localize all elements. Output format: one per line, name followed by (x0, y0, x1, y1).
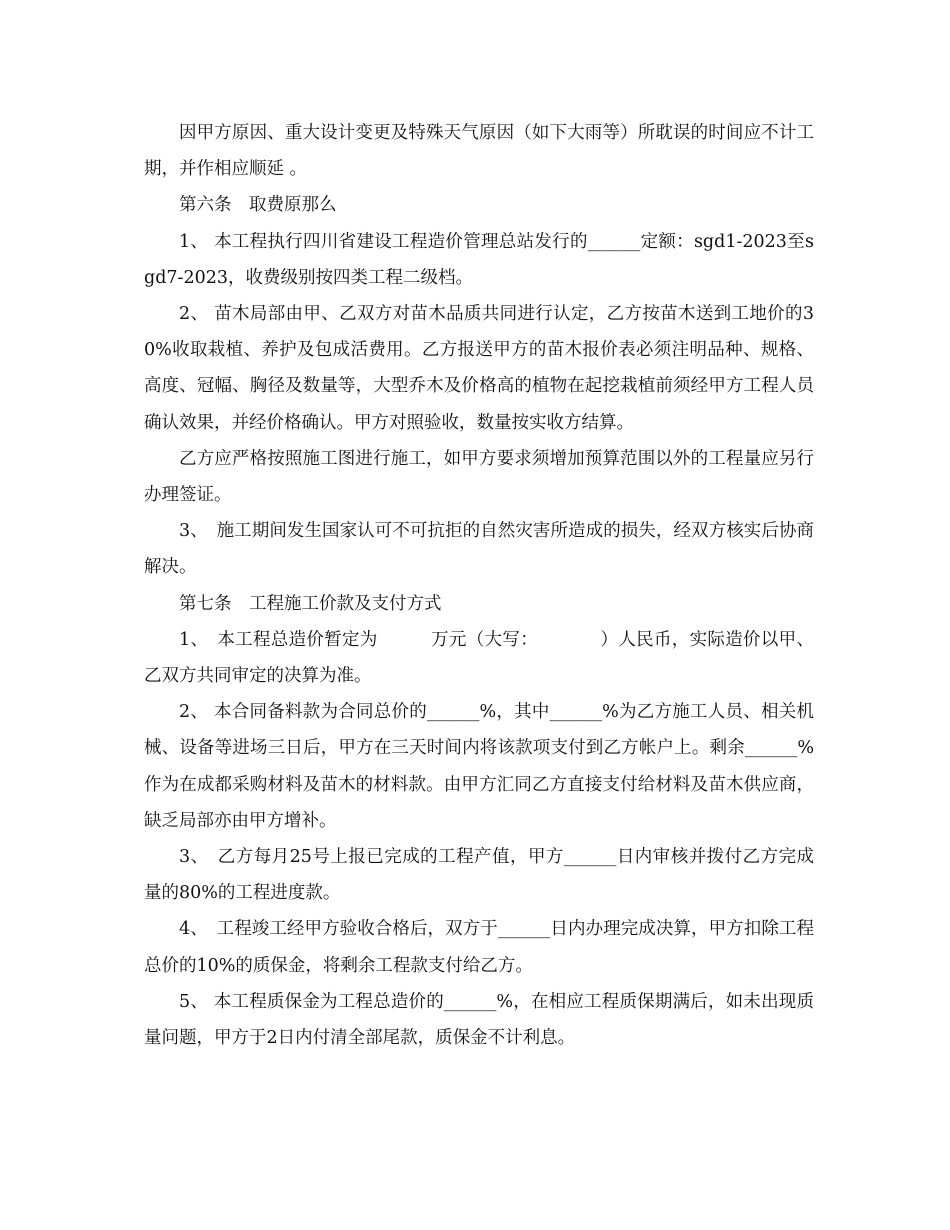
heading-article-6: 第六条 取费原那么 (179, 195, 337, 216)
paragraph-article-6-item-2: 2、 苗木局部由甲、乙双方对苗木品质共同进行认定，乙方按苗木送到工地价的30%收取栽植、养护及包成活费用。乙方报送甲方的苗木报价表必须注明品种、规格、高度、冠幅、胸径及数量等，大型乔木及价格高的植物在起挖栽植前须经甲方工程人员确认效果，并经价格确认。甲方对照验收，数量按实收方结算。 (144, 304, 814, 433)
paragraph-article-7-item-5: 5、 本工程质保金为工程总造价的______%，在相应工程质保期满后，如未出现质量问题，甲方于2日内付清全部尾款，质保金不计利息。 (144, 991, 814, 1049)
paragraph-article-6-item-3: 3、 施工期间发生国家认可不可抗拒的自然灾害所造成的损失，经双方核实后协商解决。 (144, 521, 814, 578)
paragraph-article-6-item-1: 1、 本工程执行四川省建设工程造价管理总站发行的______定额：sgd1-2023至sgd7-2023，收费级别按四类工程二级档。 (144, 231, 814, 288)
paragraph-delay-clause: 因甲方原因、重大设计变更及特殊天气原因（如下大雨等）所耽误的时间应不计工期，并作相应顺延 。 (144, 123, 814, 180)
paragraph-construction-drawing: 乙方应严格按照施工图进行施工，如甲方要求须增加预算范围以外的工程量应另行办理签证。 (144, 448, 814, 506)
paragraph-article-7-item-1: 1、 本工程总造价暂定为 万元（大写： ）人民币，实际造价以甲、乙双方共同审定的决算为准。 (144, 629, 814, 687)
heading-article-7: 第七条 工程施工价款及支付方式 (179, 593, 442, 614)
paragraph-article-7-item-2: 2、 本合同备料款为合同总价的______%，其中______%为乙方施工人员、相关机械、设备等进场三日后，甲方在三天时间内将该款项支付到乙方帐户上。剩余______%作为在成都采购材料及苗木的材料款。由甲方汇同乙方直接支付给材料及苗木供应商，缺乏局部亦由甲方增补。 (144, 702, 814, 831)
document-body (144, 115, 814, 1056)
paragraph-article-7-item-3: 3、 乙方每月25号上报已完成的工程产值，甲方______日内审核并拨付乙方完成量的80%的工程进度款。 (144, 847, 814, 904)
paragraph-article-7-item-4: 4、 工程竣工经甲方验收合格后，双方于______日内办理完成决算，甲方扣除工程总价的10%的质保金，将剩余工程款支付给乙方。 (144, 919, 814, 976)
